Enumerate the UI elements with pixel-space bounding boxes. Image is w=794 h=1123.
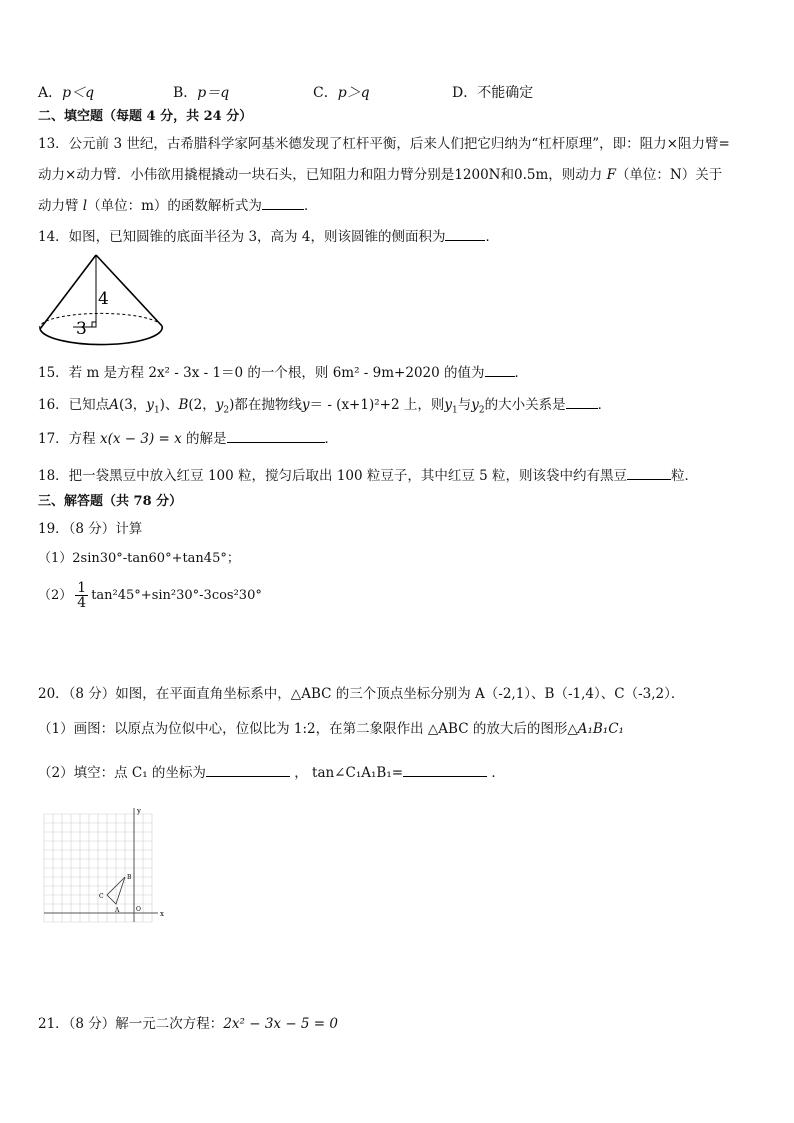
- y-axis-label: y: [137, 807, 141, 815]
- q15-text: 15．若 m 是方程 2x² - 3x - 1＝0 的一个根，则 6m² - 9m+2020 的值为 ．: [38, 365, 529, 381]
- answer-blank[interactable]: [227, 430, 325, 443]
- cone-base-front: [40, 326, 162, 345]
- answer-blank[interactable]: [403, 764, 487, 777]
- answer-blank[interactable]: [206, 764, 290, 777]
- q19-part1: （1）2sin30°-tan60°+tan45°；: [38, 551, 240, 566]
- vertex-labels: [99, 874, 132, 914]
- height-label: 4: [98, 289, 109, 309]
- section2-heading: 二、填空题（每题 4 分，共 24 分）: [38, 109, 253, 124]
- vertex-label-c: C: [99, 893, 104, 900]
- answer-blank[interactable]: [485, 364, 515, 377]
- answer-blank[interactable]: [627, 467, 671, 480]
- option-b: B．p＝q: [173, 85, 230, 101]
- answer-blank[interactable]: [566, 396, 598, 409]
- q18-text: 18．把一袋黑豆中放入红豆 100 粒，搅匀后取出 100 粒豆子，其中红豆 5 粒，则该袋中约有黑豆 粒．: [38, 468, 699, 484]
- q19-title: 19．（8 分）计算: [38, 521, 143, 537]
- q13-line2: 动力×动力臂．小伟欲用撬棍撬动一块石头，已知阻力和阻力臂分别是1200N和0.5m，则动力 F（单位：N）关于: [38, 167, 723, 183]
- answer-blank[interactable]: [445, 228, 485, 241]
- q14-text: 14．如图，已知圆锥的底面半径为 3，高为 4，则该圆锥的侧面积为 ．: [38, 229, 499, 245]
- section3-heading: 三、解答题（共 78 分）: [38, 494, 183, 509]
- x-axis-label: x: [160, 910, 164, 918]
- q20-title: 20．（8 分）如图，在平面直角坐标系中，△ABC 的三个顶点坐标分别为 A（-2,1）、B（-1,4）、C（-3,2）．: [38, 686, 685, 702]
- answer-blank[interactable]: [262, 197, 304, 210]
- cone-base-back: [40, 313, 162, 329]
- q13-line1: 13．公元前 3 世纪，古希腊科学家阿基米德发现了杠杆平衡，后来人们把它归纳为“杠杆原理”，即：阻力×阻力臂=: [38, 136, 730, 152]
- q17-text: 17．方程 x(x − 3) = x 的解是 ．: [38, 431, 339, 447]
- option-d: D．不能确定: [452, 85, 534, 101]
- q20-part1: （1）画图：以原点为位似中心，位似比为 1:2，在第二象限作出 △ABC 的放大后的图形△A₁B₁C₁: [38, 721, 624, 737]
- origin-label: O: [136, 906, 141, 913]
- right-angle-mark: [92, 322, 96, 327]
- fraction: $\frac{1}{4}$: [77, 580, 87, 611]
- radius-label: 3: [76, 319, 87, 339]
- q13-line3: 动力臂 l（单位：m）的函数解析式为 ．: [38, 198, 318, 214]
- option-a: A．p＜q: [38, 85, 95, 101]
- cone-figure: [36, 248, 172, 358]
- q19-part2: （2） $\frac{1}{4}$ tan²45°+sin²30°-3cos²30°: [38, 580, 262, 611]
- q20-part2: （2）填空：点 C₁ 的坐标为 ， tan∠C₁A₁B₁= ．: [38, 765, 505, 781]
- vertex-label-b: B: [127, 874, 132, 881]
- coordinate-grid-figure: [36, 806, 168, 936]
- vertex-label-a: A: [115, 907, 120, 914]
- q16-text: 16．已知点A(3，$y_1$)、B(2，$y_2$)都在抛物线y＝ - (x+1)²+2 上，则$y_1$与$y_2$的大小关系是 ．: [38, 397, 612, 416]
- q21-text: 21．（8 分）解一元二次方程：2x² − 3x − 5 = 0: [38, 1016, 338, 1032]
- cone-left-edge: [40, 255, 96, 329]
- option-c: C．p＞q: [313, 85, 370, 101]
